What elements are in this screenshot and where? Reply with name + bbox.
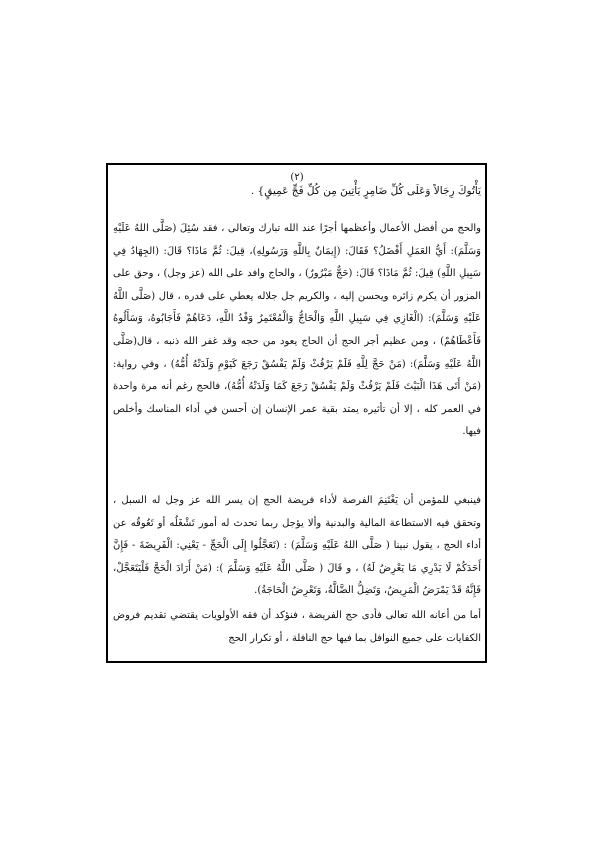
page-number: (٢) xyxy=(290,172,304,183)
paragraph-hasten-hajj: فينبغي للمؤمن أن يَغْتَنِمَ الفرصة لأداء فريضة الحج إن يسر الله عز وجل له السبل ، وتحقق فيه الاستطاعة المالية والبدنية وألا يؤجل ربما تحدث له أمور تَشْغَلُه أو تَعُوقُه عن أداء الحج ، يقول نبينا ( صَلَّى اللهُ عَلَيْهِ وَسَلَّمَ) : (تَعَجَّلُوا إِلَى الْحَجِّ - يَعْنِي: الْفَرِيضَةَ - فَإِنَّ أَحَدَكُمْ لَا يَدْرِي مَا يَعْرِضُ لَهُ) ، و قَالَ ( صَلَّى اللَّهُ عَلَيْهِ وَسَلَّمَ ): (مَنْ أَرَادَ الْحَجَّ فَلْيَتَعَجَّلْ، فَإِنَّهُ قَدْ يَمْرَضُ الْمَرِيضُ، وَتَضِلُّ الضَّالَّةُ، وَتَعْرِضُ الْحَاجَةُ). xyxy=(113,495,481,597)
paragraph-hajj-virtue: والحج من أفضل الأعمال وأعظمها أجرًا عند الله تبارك وتعالى ، فقد سُئِلَ (صَلَّى اللهُ عَلَيْهِ وَسَلَّمَ): أَيُّ العَمَلِ أَفْضَلُ؟ فَقَالَ: (إِيمَانٌ بِاللَّهِ وَرَسُولِهِ)، قِيلَ: ثُمَّ مَاذَا؟ قَالَ: (الجِهَادُ فِي سَبِيلِ اللَّهِ) قِيلَ: ثُمَّ مَاذَا؟ قَالَ: (حَجٌّ مَبْرُورٌ) ، والحاج وافد على الله (عز وجل) ، وحق على المزور أن يكرم زائره ويحسن إليه ، والكريم جل جلاله يعطي على قدره ، قال (صَلَّى اللَّهُ عَلَيْهِ وَسَلَّمَ): (الْغَازِي فِي سَبِيلِ اللَّهِ وَالْحَاجُّ وَالْمُعْتَمِرُ وَفْدُ اللَّهِ، دَعَاهُمْ فَأَجَابُوهُ، وَسَأَلُوهُ فَأَعْطَاهُمْ) ، ومن عظيم أجر الحج أن الحاج يعود من حجه وقد غفر الله ذنبه ، قال(صَلَّى اللَّهُ عَلَيْهِ وَسَلَّمَ): (مَنْ حَجَّ لِلَّهِ فَلَمْ يَرْفُثْ وَلَمْ يَفْسُقْ رَجَعَ كَيَوْمِ وَلَدَتْهُ أُمُّهُ) ، وفي رواية: (مَنْ أَتَى هَذَا الْبَيْتَ فَلَمْ يَرْفُثْ وَلَمْ يَفْسُقْ رَجَعَ كَمَا وَلَدَتْهُ أُمُّهُ)، فالحج رغم أنه مرة واحدة في العمر كله ، إلا أن تأثيره يمتد بقية عمر الإنسان إن أحسن في أداء المناسك وأخلص فيها. xyxy=(113,223,481,438)
paragraph-priorities: أما من أعانه الله تعالى فأدى حج الفريضة ، فنؤكد أن فقه الأولويات يقتضي تقديم فروض الكفايات على جميع النوافل بما فيها حج النافلة ، أو تكرار الحج xyxy=(113,610,481,644)
quran-verse: يَأْتُوكَ رِجَالاً وَعَلَى كُلِّ ضَامِرٍ يَأْتِينَ مِن كُلِّ فَجٍّ عَمِيقٍ} . xyxy=(250,185,481,197)
